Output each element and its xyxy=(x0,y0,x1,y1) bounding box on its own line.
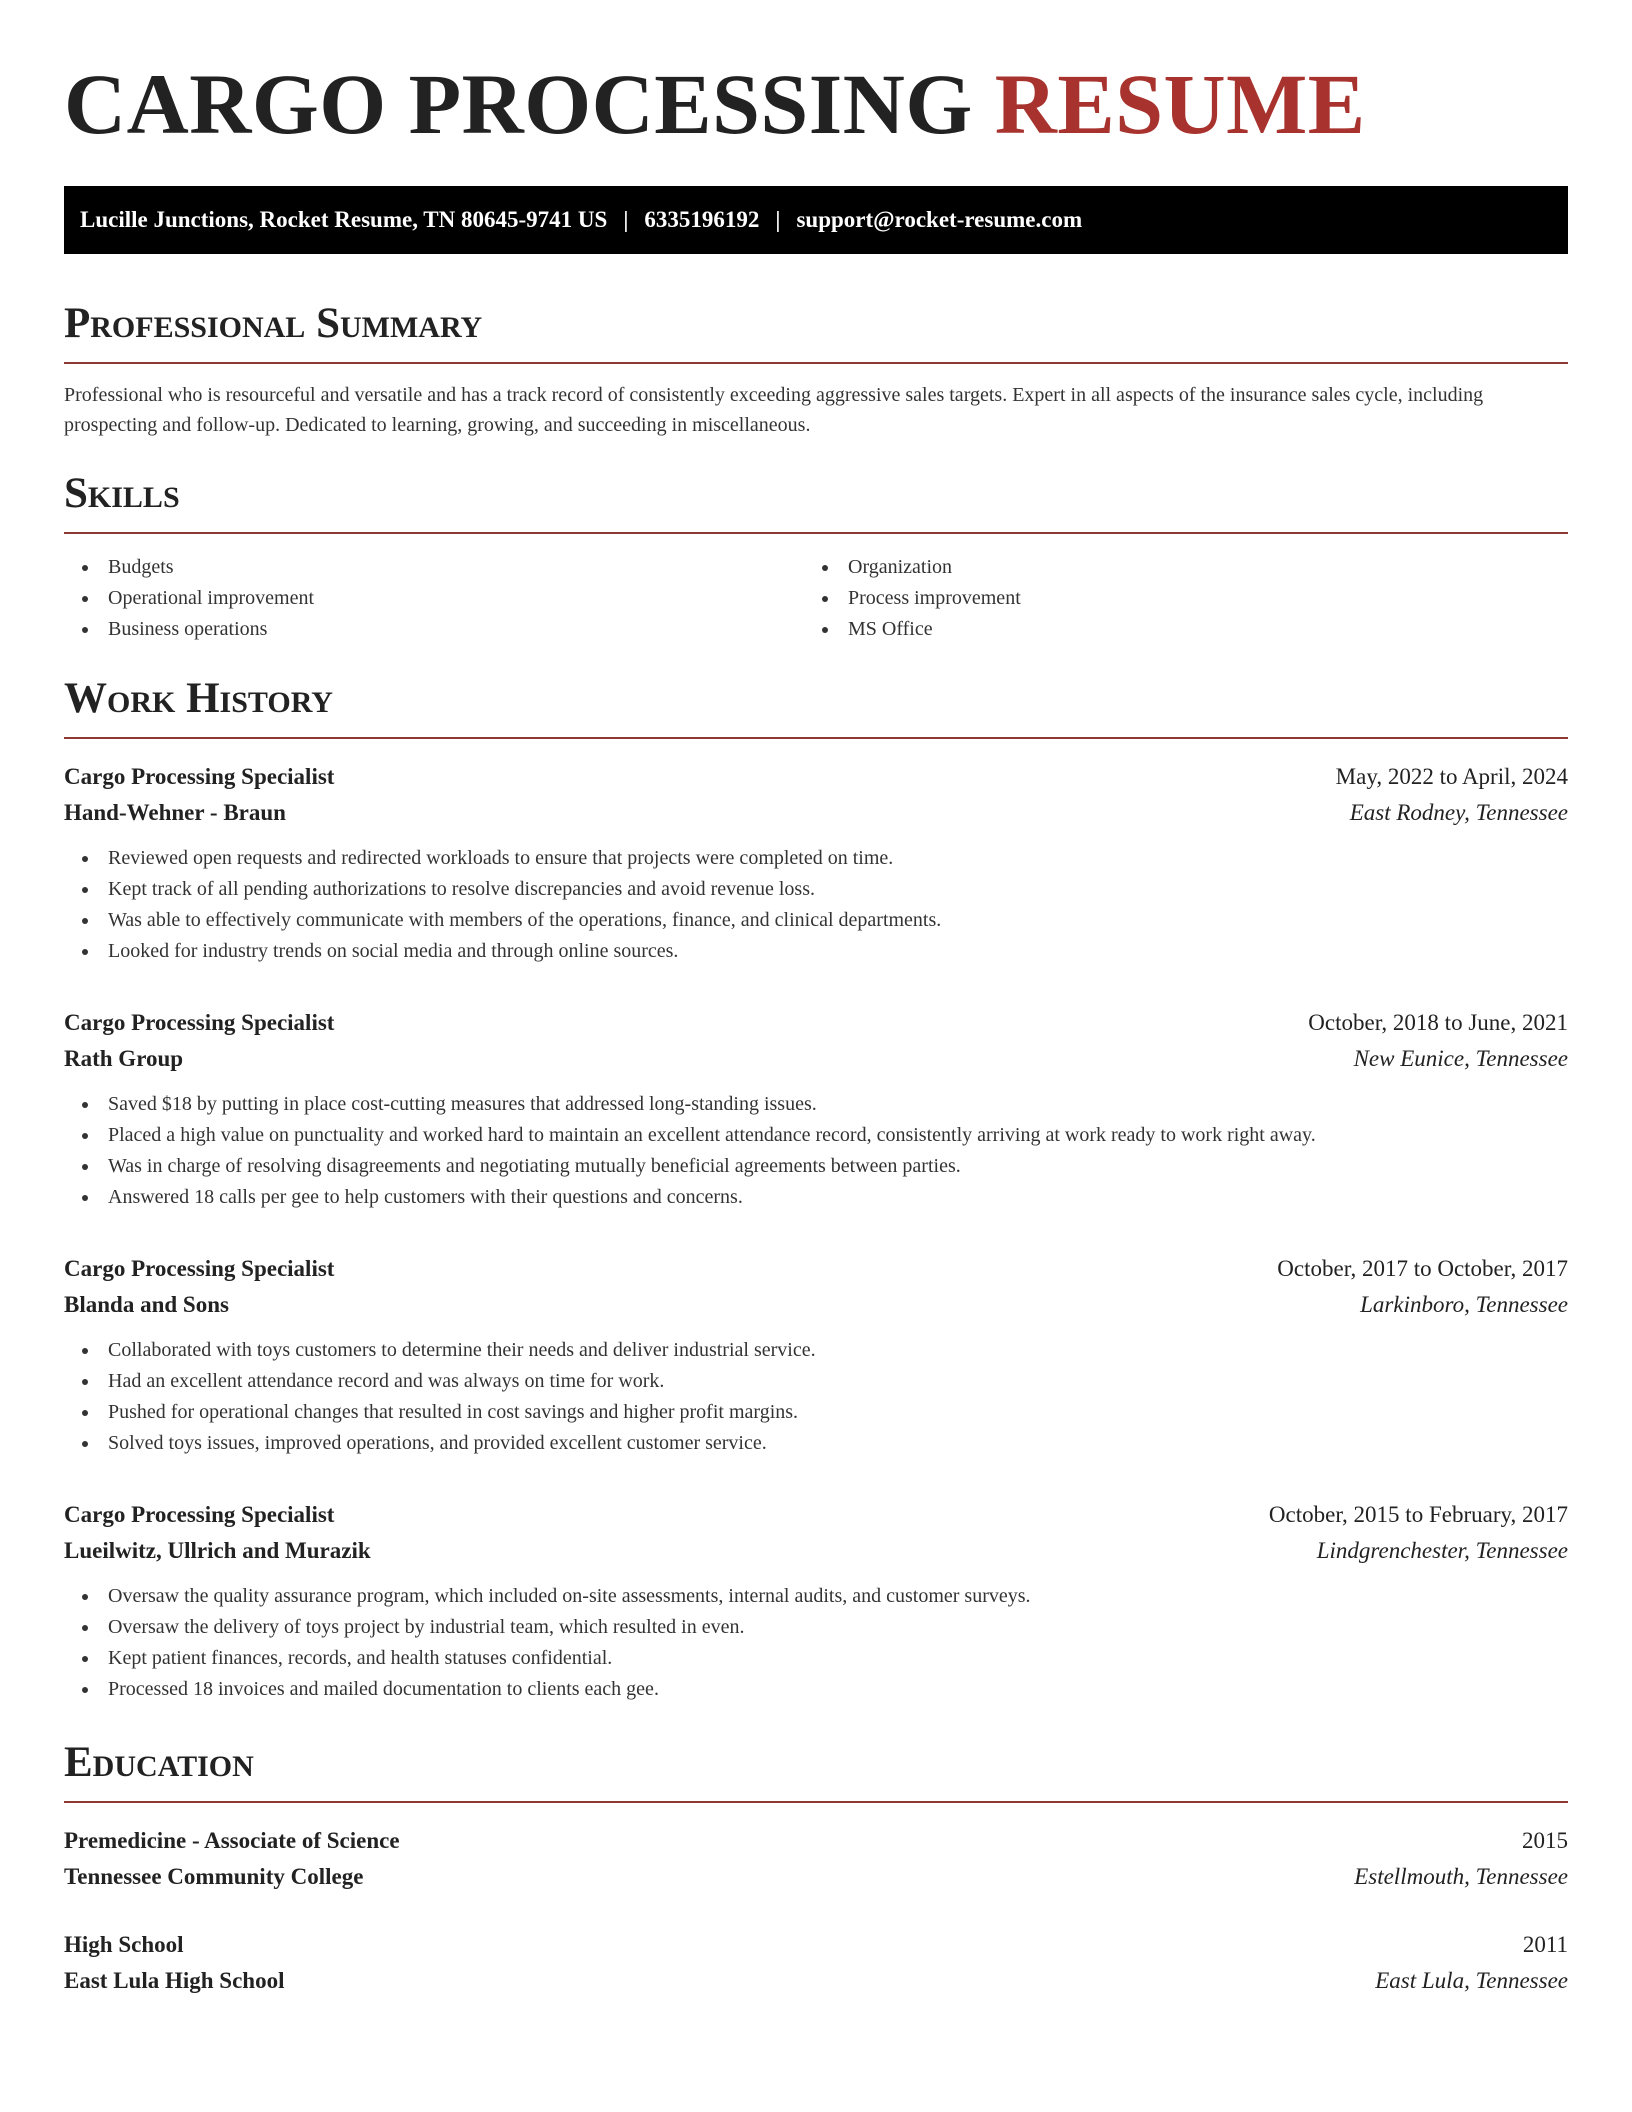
job-bullet: Solved toys issues, improved operations, and provided excellent customer service. xyxy=(64,1428,1568,1459)
job-bullet: Processed 18 invoices and mailed documentation to clients each gee. xyxy=(64,1674,1568,1705)
skill-item: Budgets xyxy=(64,552,804,583)
job-bullet: Placed a high value on punctuality and worked hard to maintain an excellent attendance record, consistently arriving at work ready to work right away. xyxy=(64,1120,1568,1151)
job-entry xyxy=(64,759,1568,967)
job-bullet: Oversaw the delivery of toys project by industrial team, which resulted in even. xyxy=(64,1612,1568,1643)
education-entry xyxy=(64,1823,1568,1895)
education-heading: Education xyxy=(64,1739,254,1786)
job-company: Blanda and Sons xyxy=(64,1292,229,1317)
job-dates: October, 2015 to February, 2017 xyxy=(1268,1502,1568,1527)
skills-column-right xyxy=(804,552,1544,645)
skill-item: Business operations xyxy=(64,614,804,645)
job-title: Cargo Processing Specialist xyxy=(64,1256,335,1281)
contact-separator: | xyxy=(775,207,781,232)
skill-item: Process improvement xyxy=(804,583,1544,614)
job-entry xyxy=(64,1497,1568,1705)
job-bullet: Pushed for operational changes that resulted in cost savings and higher profit margins. xyxy=(64,1397,1568,1428)
job-bullet: Kept patient finances, records, and health statuses confidential. xyxy=(64,1643,1568,1674)
section-divider xyxy=(64,532,1568,534)
job-entry xyxy=(64,1251,1568,1459)
job-bullets xyxy=(64,843,1568,967)
contact-phone: 6335196192 xyxy=(644,207,760,232)
job-bullet: Oversaw the quality assurance program, which included on-site assessments, internal audits, and customer surveys. xyxy=(64,1581,1568,1612)
work-history-section xyxy=(64,673,1568,1705)
job-bullet: Saved $18 by putting in place cost-cutting measures that addressed long-standing issues. xyxy=(64,1089,1568,1120)
job-dates: October, 2018 to June, 2021 xyxy=(1308,1010,1568,1035)
contact-email: support@rocket-resume.com xyxy=(796,207,1083,232)
job-bullet: Was able to effectively communicate with members of the operations, finance, and clinical departments. xyxy=(64,905,1568,936)
job-location: Lindgrenchester, Tennessee xyxy=(1316,1538,1568,1563)
contact-separator: | xyxy=(623,207,629,232)
education-school: East Lula High School xyxy=(64,1968,285,1993)
skill-item: MS Office xyxy=(804,614,1544,645)
summary-text: Professional who is resourceful and versatile and has a track record of consistently exceeding aggressive sales targets. Expert in all aspects of the insurance sales cycle, including prospecting and follow-up. Dedicated to learning, growing, and succeeding in miscellaneous. xyxy=(64,384,1484,436)
job-company: Hand-Wehner - Braun xyxy=(64,800,286,825)
job-bullet: Collaborated with toys customers to determine their needs and deliver industrial service. xyxy=(64,1335,1568,1366)
job-location: East Rodney, Tennessee xyxy=(1349,800,1568,825)
job-dates: May, 2022 to April, 2024 xyxy=(1335,764,1568,789)
job-title: Cargo Processing Specialist xyxy=(64,1502,335,1527)
job-bullets xyxy=(64,1335,1568,1459)
skill-item: Organization xyxy=(804,552,1544,583)
job-location: Larkinboro, Tennessee xyxy=(1360,1292,1568,1317)
section-divider xyxy=(64,362,1568,364)
education-year: 2011 xyxy=(1522,1932,1568,1957)
skills-column-left xyxy=(64,552,804,645)
job-title: Cargo Processing Specialist xyxy=(64,764,335,789)
job-entry xyxy=(64,1005,1568,1213)
education-entry xyxy=(64,1927,1568,1999)
skills-heading: Skills xyxy=(64,470,180,517)
contact-bar xyxy=(64,186,1568,254)
job-location: New Eunice, Tennessee xyxy=(1353,1046,1568,1071)
education-degree: High School xyxy=(64,1932,184,1957)
job-bullet: Answered 18 calls per gee to help customers with their questions and concerns. xyxy=(64,1182,1568,1213)
skill-item: Operational improvement xyxy=(64,583,804,614)
job-bullet: Kept track of all pending authorizations to resolve discrepancies and avoid revenue loss. xyxy=(64,874,1568,905)
section-divider xyxy=(64,737,1568,739)
job-bullets xyxy=(64,1581,1568,1705)
job-bullet: Was in charge of resolving disagreements and negotiating mutually beneficial agreements between parties. xyxy=(64,1151,1568,1182)
job-company: Rath Group xyxy=(64,1046,184,1071)
education-location: East Lula, Tennessee xyxy=(1375,1968,1568,1993)
title-main: CARGO PROCESSING xyxy=(64,56,973,152)
contact-address: Lucille Junctions, Rocket Resume, TN 80645-9741 US xyxy=(80,207,608,232)
skills-list xyxy=(64,552,1568,645)
resume-title xyxy=(64,56,1568,152)
skills-section xyxy=(64,468,1568,645)
education-school: Tennessee Community College xyxy=(64,1864,364,1889)
job-bullet: Looked for industry trends on social media and through online sources. xyxy=(64,936,1568,967)
job-title: Cargo Processing Specialist xyxy=(64,1010,335,1035)
education-year: 2015 xyxy=(1522,1828,1568,1853)
job-company: Lueilwitz, Ullrich and Murazik xyxy=(64,1538,371,1563)
education-degree: Premedicine - Associate of Science xyxy=(64,1828,400,1853)
education-section xyxy=(64,1737,1568,1999)
work-history-heading: Work History xyxy=(64,675,333,722)
job-bullets xyxy=(64,1089,1568,1213)
job-bullet: Reviewed open requests and redirected workloads to ensure that projects were completed on time. xyxy=(64,843,1568,874)
title-accent: RESUME xyxy=(994,56,1366,152)
summary-heading: Professional Summary xyxy=(64,300,483,347)
job-bullet: Had an excellent attendance record and was always on time for work. xyxy=(64,1366,1568,1397)
section-divider xyxy=(64,1801,1568,1803)
education-location: Estellmouth, Tennessee xyxy=(1354,1864,1568,1889)
job-dates: October, 2017 to October, 2017 xyxy=(1277,1256,1568,1281)
summary-section xyxy=(64,298,1568,440)
